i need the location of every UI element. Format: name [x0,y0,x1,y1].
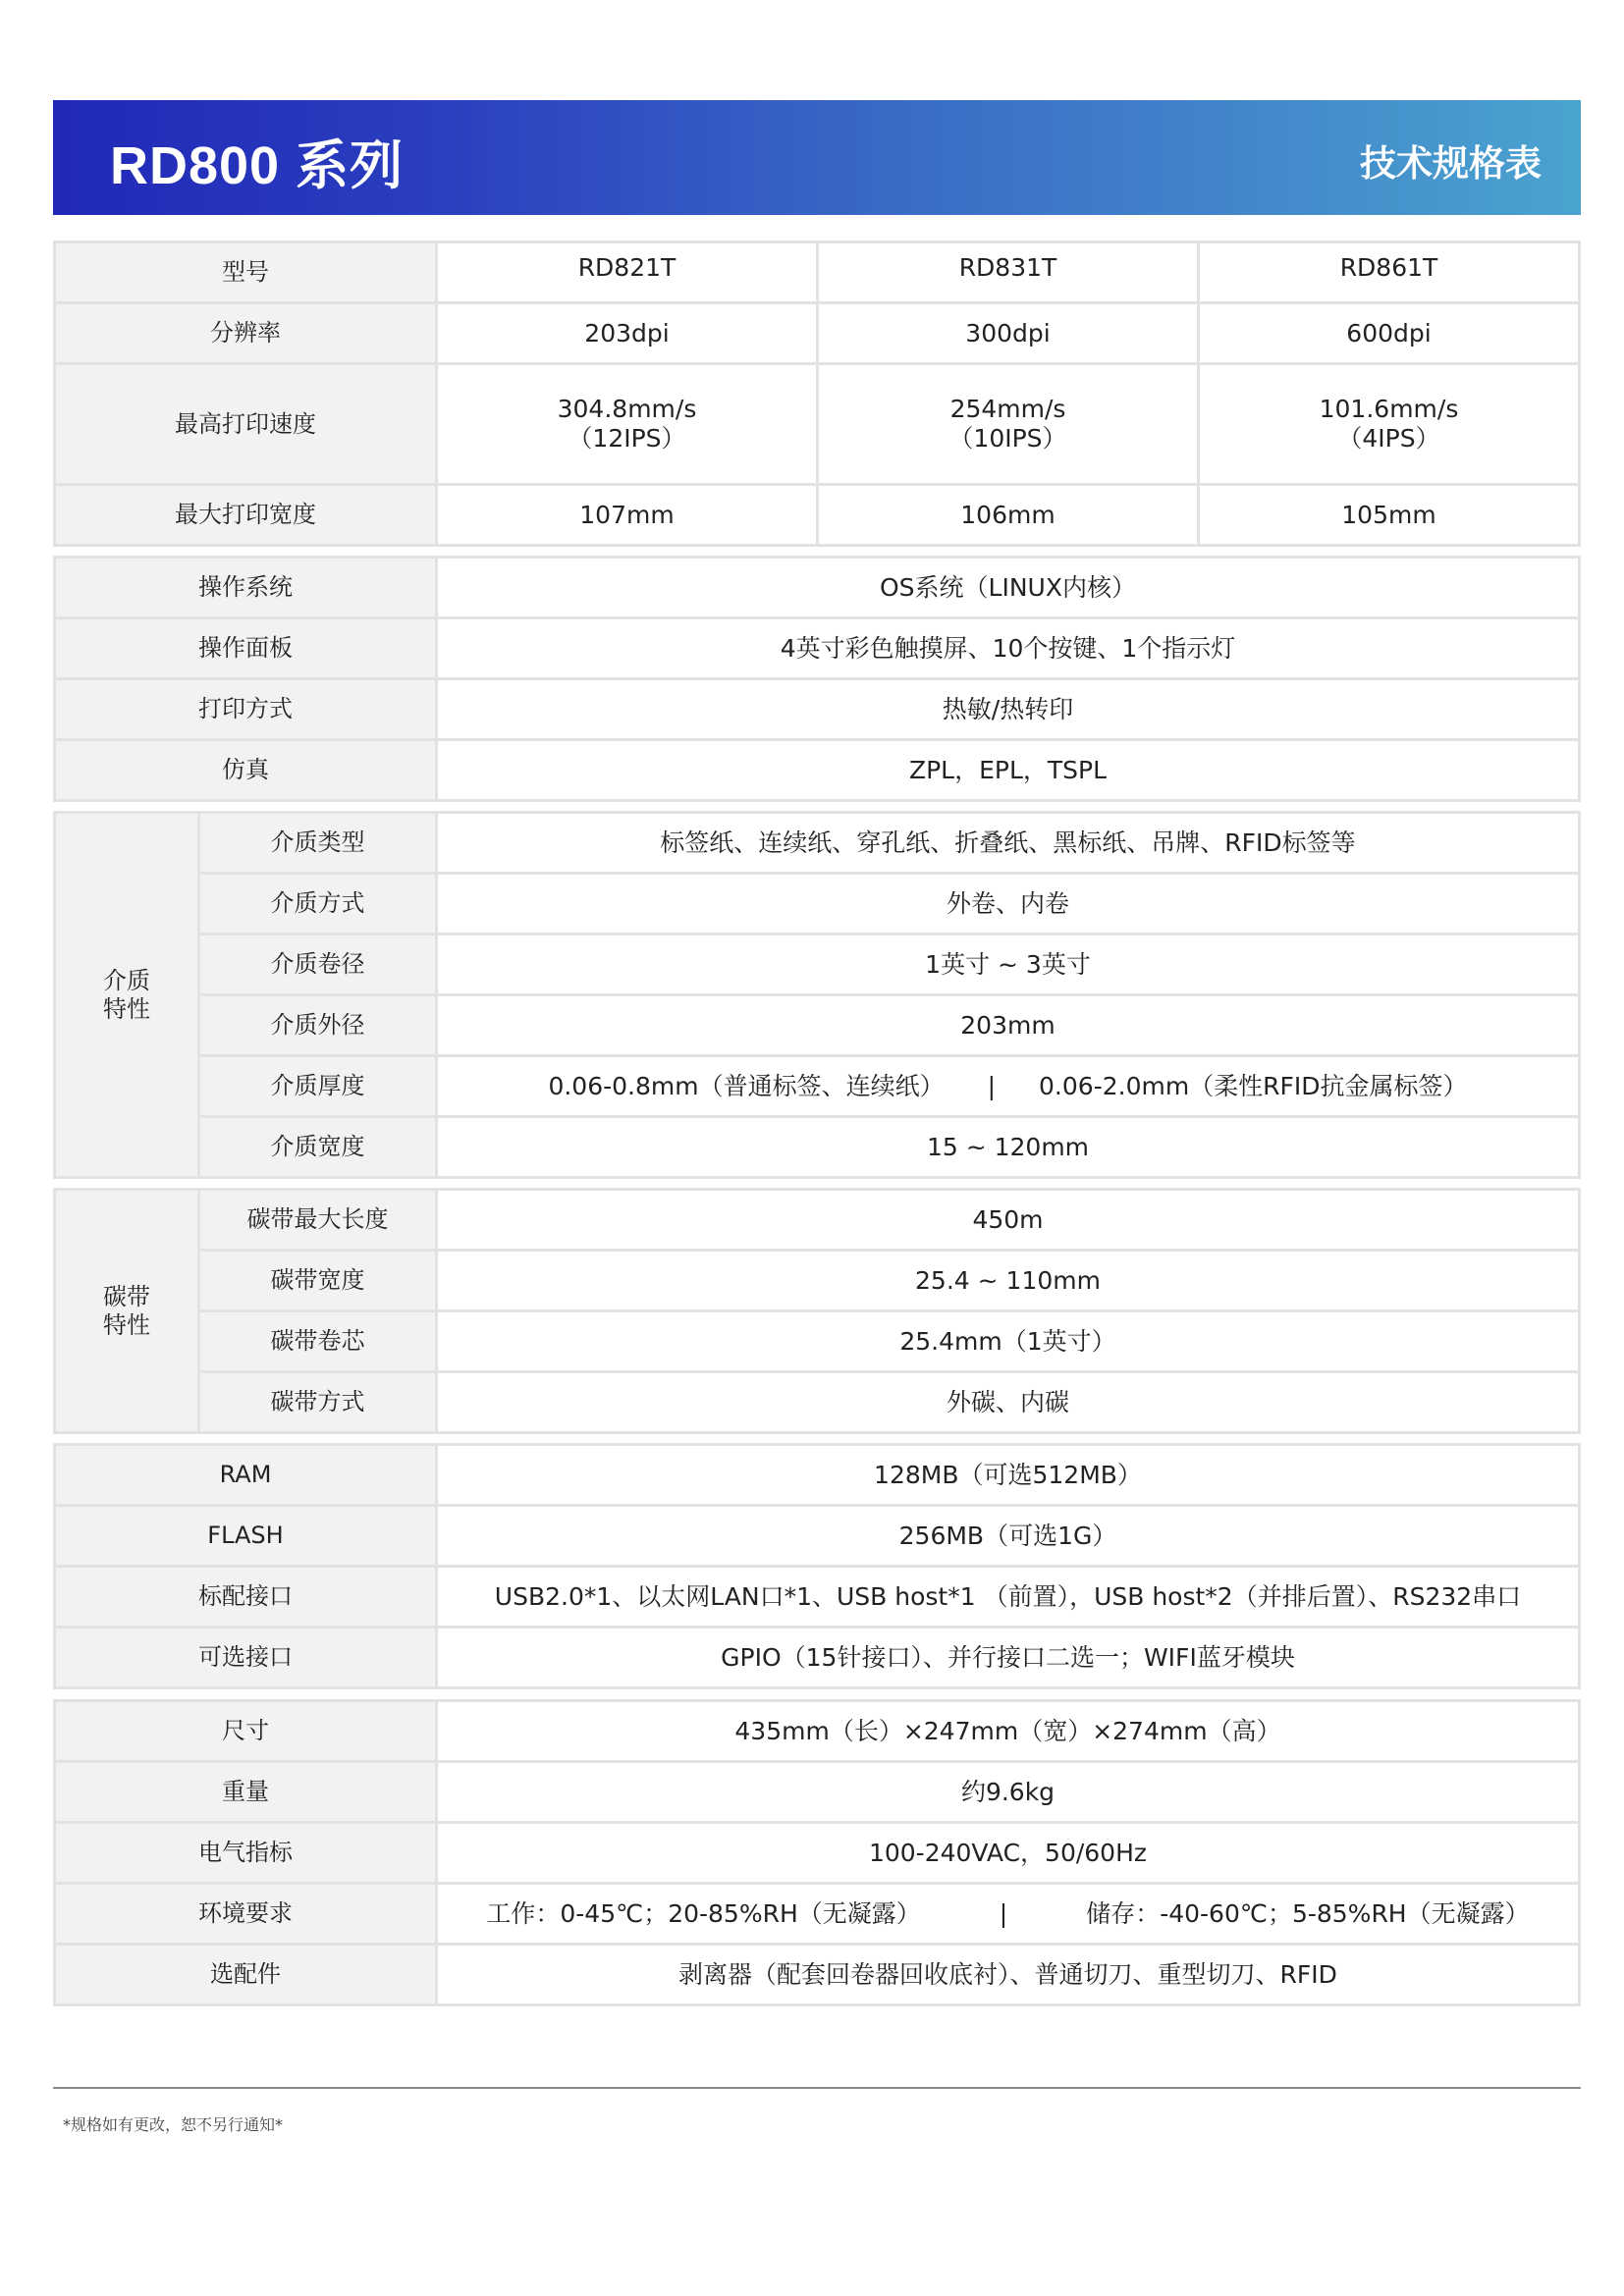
footnote: *规格如有更改，恕不另行通知* [63,2115,284,2134]
width-value: 106mm [819,486,1197,544]
spec-row [56,1568,1578,1626]
width-label: 最大打印宽度 [56,486,435,544]
spec-row [56,619,1578,677]
resolution-label: 分辨率 [56,304,435,362]
spec-row [56,1946,1578,2003]
physical-spec-group [53,1699,1581,2006]
env-operating: 工作：0-45℃；20-85%RH（无凝露） [486,1898,921,1928]
ribbon-length-value: 450m [438,1191,1578,1249]
panel-value: 4英寸彩色触摸屏、10个按键、1个指示灯 [438,619,1578,677]
ribbon-wind-label: 碳带方式 [200,1373,435,1431]
ribbon-group-name-line: 特性 [103,1310,150,1339]
os-label: 操作系统 [56,559,435,616]
accessories-value: 剥离器（配套回卷器回收底衬）、普通切刀、重型切刀、RFID [438,1946,1578,2003]
emulation-label: 仿真 [56,741,435,799]
spec-row [56,1824,1578,1882]
ram-value: 128MB（可选512MB） [438,1446,1578,1504]
ribbon-core-label: 碳带卷芯 [200,1312,435,1370]
spec-row [56,1702,1578,1760]
size-label: 尺寸 [56,1702,435,1760]
model-rd831t: RD831T [819,243,1197,301]
header-banner [53,100,1581,215]
speed-value [819,365,1197,483]
ribbon-length-label: 碳带最大长度 [200,1191,435,1249]
width-value: 105mm [1200,486,1578,544]
spec-row [200,1057,1578,1115]
speed-label: 最高打印速度 [56,365,435,483]
spec-row [56,741,1578,799]
ribbon-wind-value: 外碳、内碳 [438,1373,1578,1431]
media-wind-value: 外卷、内卷 [438,875,1578,933]
emulation-value: ZPL，EPL，TSPL [438,741,1578,799]
speed-mm: 304.8mm/s [557,395,697,423]
width-value: 107mm [438,486,816,544]
media-od-value: 203mm [438,996,1578,1054]
media-spec-group [53,811,1581,1179]
size-value: 435mm（长）×247mm（宽）×274mm（高） [438,1702,1578,1760]
print-method-value: 热敏/热转印 [438,680,1578,738]
spec-row [200,996,1578,1054]
speed-row [56,365,1578,483]
spec-sheet-title: 技术规格表 [1360,142,1542,185]
spec-row [200,814,1578,872]
env-label: 环境要求 [56,1885,435,1943]
print-method-label: 打印方式 [56,680,435,738]
separator: | [987,1071,997,1100]
ribbon-group-name [56,1191,197,1431]
media-od-label: 介质外径 [200,996,435,1054]
spec-row [200,1373,1578,1431]
separator: | [999,1898,1008,1928]
thickness-rfid: 0.06-2.0mm（柔性RFID抗金属标签） [1039,1071,1468,1100]
series-title: RD800 系列 [110,136,405,195]
opt-interface-value: GPIO（15针接口）、并行接口二选一；WIFI蓝牙模块 [438,1629,1578,1686]
speed-value [1200,365,1578,483]
ribbon-core-value: 25.4mm（1英寸） [438,1312,1578,1370]
panel-label: 操作面板 [56,619,435,677]
accessories-label: 选配件 [56,1946,435,2003]
speed-mm: 101.6mm/s [1319,395,1459,423]
resolution-value: 600dpi [1200,304,1578,362]
model-label: 型号 [56,243,435,301]
spec-row [56,1446,1578,1504]
spec-row [56,1763,1578,1821]
env-value [438,1885,1578,1943]
spec-row [200,1312,1578,1370]
footer-divider [53,2087,1581,2089]
model-rd861t: RD861T [1200,243,1578,301]
ribbon-width-label: 碳带宽度 [200,1252,435,1309]
os-value: OS系统（LINUX内核） [438,559,1578,616]
memory-interface-group [53,1443,1581,1689]
spec-row [200,1191,1578,1249]
media-thickness-value [438,1057,1578,1115]
model-spec-group [53,240,1581,547]
system-spec-group [53,556,1581,802]
media-type-label: 介质类型 [200,814,435,872]
media-group-name-line: 介质 [103,966,150,994]
std-interface-value: USB2.0*1、以太网LAN口*1、USB host*1 （前置），USB host*2（并排后置）、RS232串口 [438,1568,1578,1626]
spec-row [200,875,1578,933]
model-row [56,243,1578,301]
flash-label: FLASH [56,1507,435,1565]
ribbon-spec-group [53,1188,1581,1434]
spec-row [56,680,1578,738]
ram-label: RAM [56,1446,435,1504]
media-core-value: 1英寸 ~ 3英寸 [438,935,1578,993]
weight-value: 约9.6kg [438,1763,1578,1821]
resolution-value: 203dpi [438,304,816,362]
resolution-value: 300dpi [819,304,1197,362]
media-group-name [56,814,197,1176]
opt-interface-label: 可选接口 [56,1629,435,1686]
speed-ips: （4IPS） [1337,424,1440,453]
thickness-normal: 0.06-0.8mm（普通标签、连续纸） [548,1071,945,1100]
media-core-label: 介质卷径 [200,935,435,993]
spec-row [56,559,1578,616]
spec-row [200,1252,1578,1309]
spec-row [200,935,1578,993]
media-width-value: 15 ~ 120mm [438,1118,1578,1176]
speed-value [438,365,816,483]
std-interface-label: 标配接口 [56,1568,435,1626]
spec-row [56,1507,1578,1565]
ribbon-width-value: 25.4 ~ 110mm [438,1252,1578,1309]
ribbon-group-name-line: 碳带 [103,1282,150,1310]
media-type-value: 标签纸、连续纸、穿孔纸、折叠纸、黑标纸、吊牌、RFID标签等 [438,814,1578,872]
speed-ips: （12IPS） [568,424,686,453]
speed-mm: 254mm/s [949,395,1066,423]
flash-value: 256MB（可选1G） [438,1507,1578,1565]
spec-row [56,1885,1578,1943]
media-group-name-line: 特性 [103,994,150,1023]
power-label: 电气指标 [56,1824,435,1882]
spec-row [56,1629,1578,1686]
model-rd821t: RD821T [438,243,816,301]
resolution-row [56,304,1578,362]
env-storage: 储存：-40-60℃；5-85%RH（无凝露） [1086,1898,1530,1928]
speed-ips: （10IPS） [948,424,1067,453]
power-value: 100-240VAC，50/60Hz [438,1824,1578,1882]
weight-label: 重量 [56,1763,435,1821]
media-thickness-label: 介质厚度 [200,1057,435,1115]
media-wind-label: 介质方式 [200,875,435,933]
spec-row [200,1118,1578,1176]
media-width-label: 介质宽度 [200,1118,435,1176]
width-row [56,486,1578,544]
